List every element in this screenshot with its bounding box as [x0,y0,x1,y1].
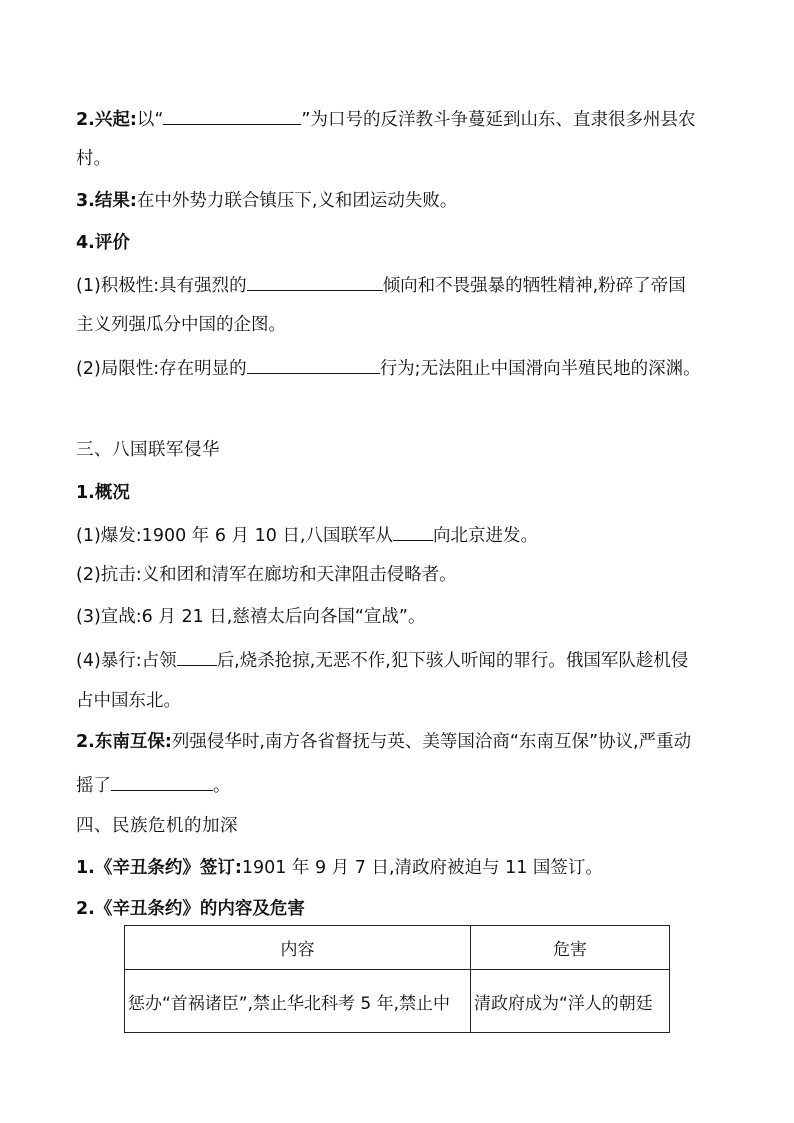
positive-line [76,272,726,298]
result-line [76,189,726,213]
southeast-cont-pre: 摇了 [76,776,111,796]
resistance-text: (2)抗击:义和团和清军在廊坊和天津阻击侵略者。 [76,565,457,585]
limitation-blank[interactable] [247,355,380,374]
atrocity-line-cont [76,689,726,713]
outbreak-line [76,522,726,548]
atrocity-cont-text: 占中国东北。 [76,691,181,711]
overview-label: 1.概况 [76,483,130,503]
section-three-heading [76,438,726,462]
rise-line-cont [76,147,726,171]
section-three-title: 三、八国联军侵华 [76,440,220,460]
atrocity-blank[interactable] [177,647,217,666]
table-cell-content [125,970,471,1033]
section-four-title: 四、民族危机的加深 [76,816,238,836]
rise-pre: 以“ [136,110,164,130]
limitation-pre: (2)局限性:存在明显的 [76,359,247,379]
treaty-signing-text: 1901 年 9 月 7 日,清政府被迫与 11 国签订。 [241,858,603,878]
southeast-cont-post: 。 [213,776,231,796]
positive-post: 倾向和不畏强暴的牺牲精神,粉碎了帝国 [382,276,686,296]
treaty-content-label: 2.《辛丑条约》的内容及危害 [76,899,305,919]
positive-cont-text: 主义列强瓜分中国的企图。 [76,315,286,335]
limitation-post: 行为;无法阻止中国滑向半殖民地的深渊。 [379,359,701,379]
declaration-line [76,605,726,629]
southeast-blank[interactable] [111,772,213,791]
rise-cont-text: 村。 [76,149,111,169]
declaration-text: (3)宣战:6 月 21 日,慈禧太后向各国“宣战”。 [76,607,426,627]
treaty-content-heading [76,897,726,921]
table-header-row [125,926,670,970]
outbreak-pre: (1)爆发:1900 年 6 月 10 日,八国联军从 [76,526,393,546]
positive-pre: (1)积极性:具有强烈的 [76,276,247,296]
rise-label: 2.兴起: [76,110,137,130]
treaty-table [124,925,670,1033]
evaluation-label: 4.评价 [76,233,130,253]
limitation-line [76,355,726,381]
southeast-line [76,730,726,754]
table-header-harm: 危害 [471,926,670,970]
treaty-signing-line [76,856,726,880]
result-label: 3.结果: [76,191,137,211]
atrocity-pre: (4)暴行:占领 [76,651,177,671]
positive-line-cont [76,313,726,337]
result-text: 在中外势力联合镇压下,义和团运动失败。 [136,191,458,211]
resistance-line [76,563,726,587]
rise-line [76,106,726,132]
southeast-line-cont [76,772,726,798]
outbreak-blank[interactable] [393,522,433,541]
treaty-signing-label: 1.《辛丑条约》签订: [76,858,242,878]
southeast-label: 2.东南互保: [76,732,172,752]
section-four-heading [76,814,726,838]
rise-post: ”为口号的反洋教斗争蔓延到山东、直隶很多州县农 [301,110,696,130]
table-cell-harm-text: 清政府成为“洋人的朝廷 [474,993,653,1014]
atrocity-line [76,647,726,673]
southeast-text: 列强侵华时,南方各省督抚与英、美等国洽商“东南互保”协议,严重动 [171,732,692,752]
rise-blank[interactable] [163,106,301,125]
evaluation-heading [76,231,726,255]
table-row [125,970,670,1033]
outbreak-post: 向北京进发。 [433,526,538,546]
positive-blank[interactable] [247,272,383,291]
table-cell-content-text: 惩办“首祸诸臣”,禁止华北科考 5 年,禁止中 [128,993,451,1014]
overview-heading [76,481,726,505]
table-header-content: 内容 [125,926,471,970]
atrocity-post: 后,烧杀抢掠,无恶不作,犯下骇人听闻的罪行。俄国军队趁机侵 [216,651,689,671]
table-cell-harm [471,970,670,1033]
